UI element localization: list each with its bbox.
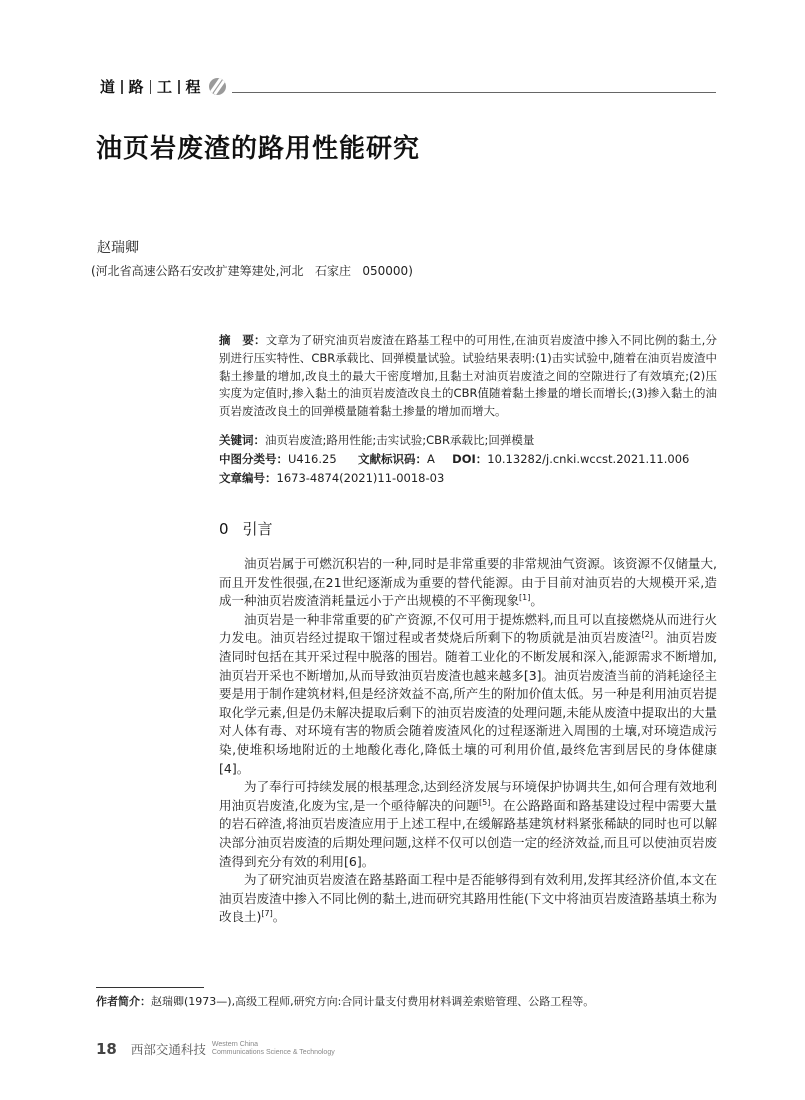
paragraph-text: 为了奉行可持续发展的根基理念,达到经济发展与环境保护协调共生,如何合理有效地利用油页岩废渣,化废为宝,是一个亟待解决的问题 (219, 779, 717, 813)
body-text (219, 555, 717, 927)
footnote-text: 赵瑞卿(1973—),高级工程师,研究方向:合同计量支付费用材料调差索赔管理、公路工程等。 (151, 995, 595, 1008)
abstract (219, 332, 717, 421)
journal-name-en-line1: Western China (211, 1041, 259, 1048)
section-separator (150, 80, 152, 94)
article-number-label: 文章编号： (219, 471, 277, 485)
section-char: 路 (128, 78, 144, 96)
keywords-label: 关键词： (219, 433, 265, 447)
journal-name-en-line2: Communications Science & Technology (211, 1049, 335, 1056)
section-separator (121, 80, 123, 94)
paragraph-text: 油页岩是一种非常重要的矿产资源,不仅可用于提炼燃料,而且可以直接燃烧从而进行火力发电。油页岩经过提取干馏过程或者焚烧后所剩下的物质就是油页岩废渣 (219, 611, 717, 646)
clc-value: U416.25 (288, 452, 337, 466)
doc-code-label: 文献标识码： (357, 452, 427, 466)
keywords-text: 油页岩废渣;路用性能;击实试验;CBR承载比;回弹模量 (265, 433, 535, 447)
paragraph (219, 555, 717, 611)
classification-line (219, 451, 689, 467)
author-affiliation: (河北省高速公路石安改扩建筹建处,河北 石家庄 050000) (91, 264, 413, 278)
section-number: 0 (219, 520, 229, 538)
citation: [5] (478, 797, 491, 807)
footnote-label: 作者简介： (96, 995, 151, 1008)
abstract-text: 文章为了研究油页岩废渣在路基工程中的可用性,在油页岩废渣中掺入不同比例的黏土,分别进行压实特性、CBR承载比、回弹模量试验。试验结果表明:(1)击实试验中,随着在油页岩废渣中黏土掺量的增加,改良土的最大干密度增加,且黏土对油页岩废渣之间的空隙进行了有效填充;(2)压实度为定值时,掺入黏土的油页岩废渣改良土的CBR值随着黏土掺量的增长而增长;(3)掺入黏土的油页岩废渣改良土的回弹模量随着黏土掺量的增加而增大。 (219, 333, 717, 419)
section-char: 道 (100, 78, 116, 96)
paragraph-text: 为了研究油页岩废渣在路基路面工程中是否能够得到有效利用,发挥其经济价值,本文在油页岩废渣中掺入不同比例的黏土,进而研究其路用性能(下文中将油页岩废渣路基填土称为改良土) (219, 872, 717, 925)
paragraph-tail: 。 (530, 593, 543, 609)
paragraph (219, 611, 717, 778)
paragraph (219, 778, 717, 871)
article-number-value: 1673-4874(2021)11-0018-03 (276, 471, 445, 485)
footnote-rule (96, 987, 204, 988)
page-footer (96, 1040, 335, 1058)
page-number: 18 (96, 1040, 117, 1058)
header-rule (232, 92, 716, 93)
citation: [2] (641, 630, 653, 640)
paragraph-tail: 。在公路路面和路基建设过程中需要大量的岩石碎渣,将油页岩废渣应用于上述工程中,在缓解路基建筑材料紧张稀缺的同时也可以解决部分油页岩废渣的后期处理问题,这样不仅可以创造一定的经济效益,而且可以使油页岩废渣得到充分有效的利用[6]。 (219, 797, 717, 869)
section-title: 引言 (242, 520, 273, 538)
section-char: 工 (157, 78, 173, 96)
citation: [1] (519, 593, 531, 603)
journal-logo-icon (209, 78, 226, 95)
abstract-label: 摘 要： (219, 333, 266, 347)
author-bio-footnote (96, 993, 594, 1009)
journal-name-en (212, 1041, 335, 1057)
article-title: 油页岩废渣的路用性能研究 (96, 134, 421, 164)
paragraph-tail: 。油页岩废渣同时包括在其开采过程中脱落的围岩。随着工业化的不断发展和深入,能源需求不断增加,油页岩开采也不断增加,从而导致油页岩废渣也越来越多[3]。油页岩废渣当前的消耗途径主要是用于制作建筑材料,但是经济效益不高,所产生的附加价值太低。另一种是利用油页岩提取化学元素,但是仍未解决提取后剩下的油页岩废渣的处理问题,未能从废渣中提取出的大量对人体有毒、对环境有害的物质会随着废渣风化的过程逐渐进入周围的土壤,对环境造成污染,使堆积场地附近的土地酸化毒化,降低土壤的可利用价值,最终危害到居民的身体健康[4]。 (219, 630, 717, 776)
doi-value: 10.13282/j.cnki.wccst.2021.11.006 (487, 452, 690, 466)
section-char: 程 (185, 78, 201, 96)
doi-label: DOI： (452, 452, 488, 466)
section-separator (178, 80, 180, 94)
doc-code-value: A (426, 452, 435, 466)
paragraph (219, 871, 717, 927)
article-number-line (219, 470, 444, 486)
section-heading (219, 518, 273, 539)
section-tag (100, 76, 226, 97)
journal-name-cn: 西部交通科技 (130, 1042, 206, 1057)
keywords (219, 432, 534, 448)
paragraph-tail: 。 (272, 909, 286, 925)
author-name: 赵瑞卿 (97, 240, 139, 256)
paragraph-text: 油页岩属于可燃沉积岩的一种,同时是非常重要的非常规油气资源。该资源不仅储量大,而且开发性很强,在21世纪逐渐成为重要的替代能源。由于目前对油页岩的大规模开采,造成一种油页岩废渣消耗量远小于产出规模的不平衡现象 (219, 556, 717, 609)
clc-label: 中图分类号： (219, 452, 288, 466)
citation: [7] (261, 909, 273, 919)
